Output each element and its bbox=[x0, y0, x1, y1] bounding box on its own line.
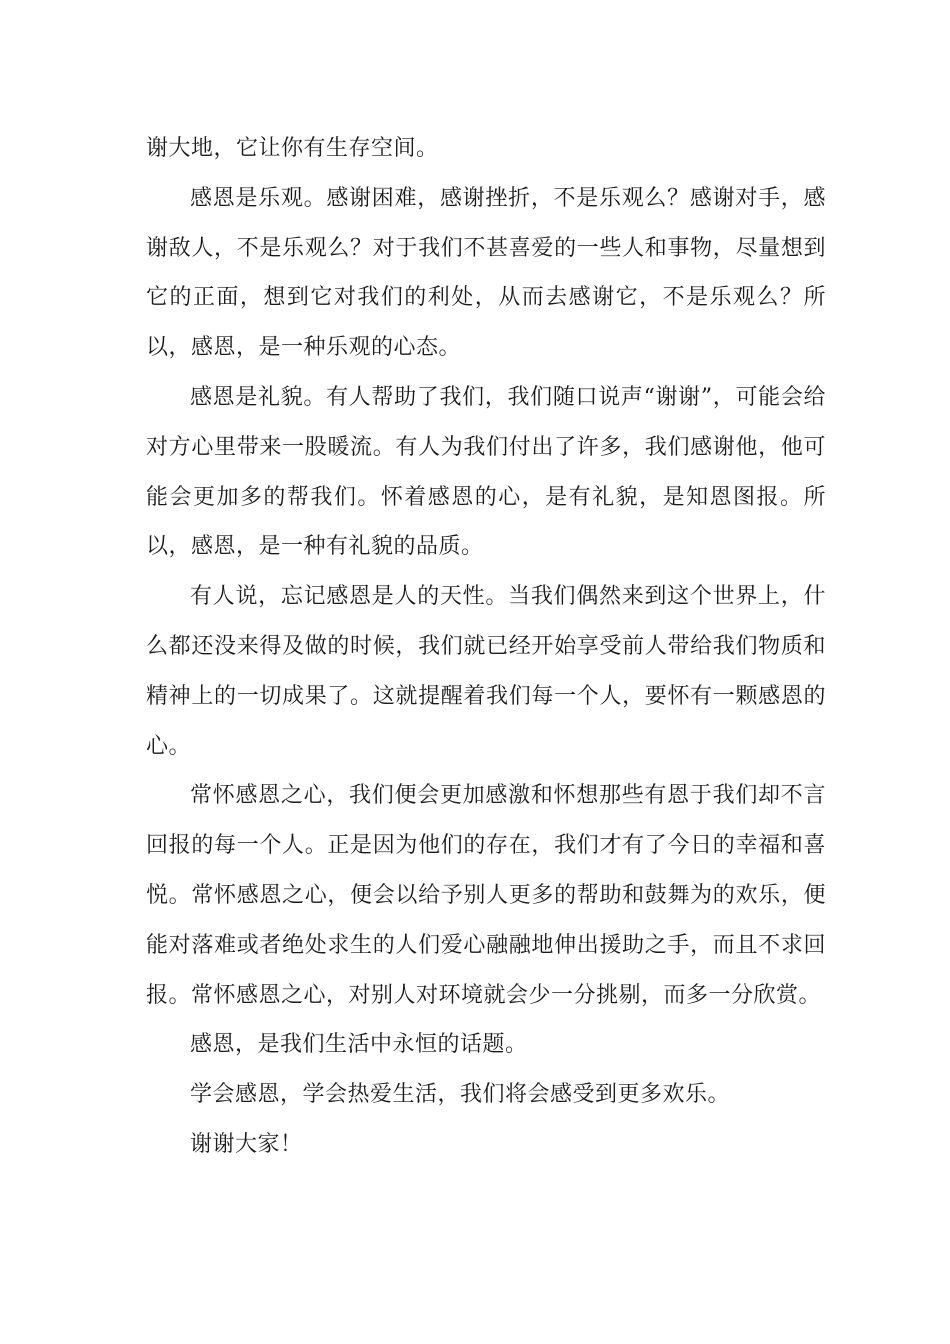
paragraph-8: 谢谢大家！ bbox=[190, 1131, 303, 1157]
paragraph-3: 感恩是礼貌。有人帮助了我们，我们随口说声“谢谢”，可能会给对方心里带来一股暖流。有人为我们付出了许多，我们感谢他，他可能会更加多的帮我们。怀着感恩的心，是有礼貌，是知恩图报。所以，感恩，是一种有礼貌的品质。 bbox=[146, 384, 826, 560]
paragraph-5: 常怀感恩之心，我们便会更加感激和怀想那些有恩于我们却不言回报的每一个人。正是因为他们的存在，我们才有了今日的幸福和喜悦。常怀感恩之心，便会以给予别人更多的帮助和鼓舞为的欢乐，便能对落难或者绝处求生的人们爱心融融地伸出援助之手，而且不求回报。常怀感恩之心，对别人对环境就会少一分挑剔，而多一分欣赏。 bbox=[146, 783, 826, 1008]
document-page bbox=[146, 124, 826, 1170]
paragraph-4: 有人说，忘记感恩是人的天性。当我们偶然来到这个世界上，什么都还没来得及做的时候，我们就已经开始享受前人带给我们物质和精神上的一切成果了。这就提醒着我们每一个人，要怀有一颗感恩的心。 bbox=[146, 584, 826, 759]
paragraph-1: 谢大地，它让你有生存空间。 bbox=[146, 136, 439, 161]
paragraph-7: 学会感恩，学会热爱生活，我们将会感受到更多欢乐。 bbox=[190, 1082, 731, 1108]
paragraph-2: 感恩是乐观。感谢困难，感谢挫折，不是乐观么？感谢对手，感谢敌人，不是乐观么？对于我们不甚喜爱的一些人和事物，尽量想到它的正面，想到它对我们的利处，从而去感谢它，不是乐观么？所以，感恩，是一种乐观的心态。 bbox=[146, 185, 826, 361]
paragraph-6: 感恩，是我们生活中永恒的话题。 bbox=[190, 1032, 528, 1058]
